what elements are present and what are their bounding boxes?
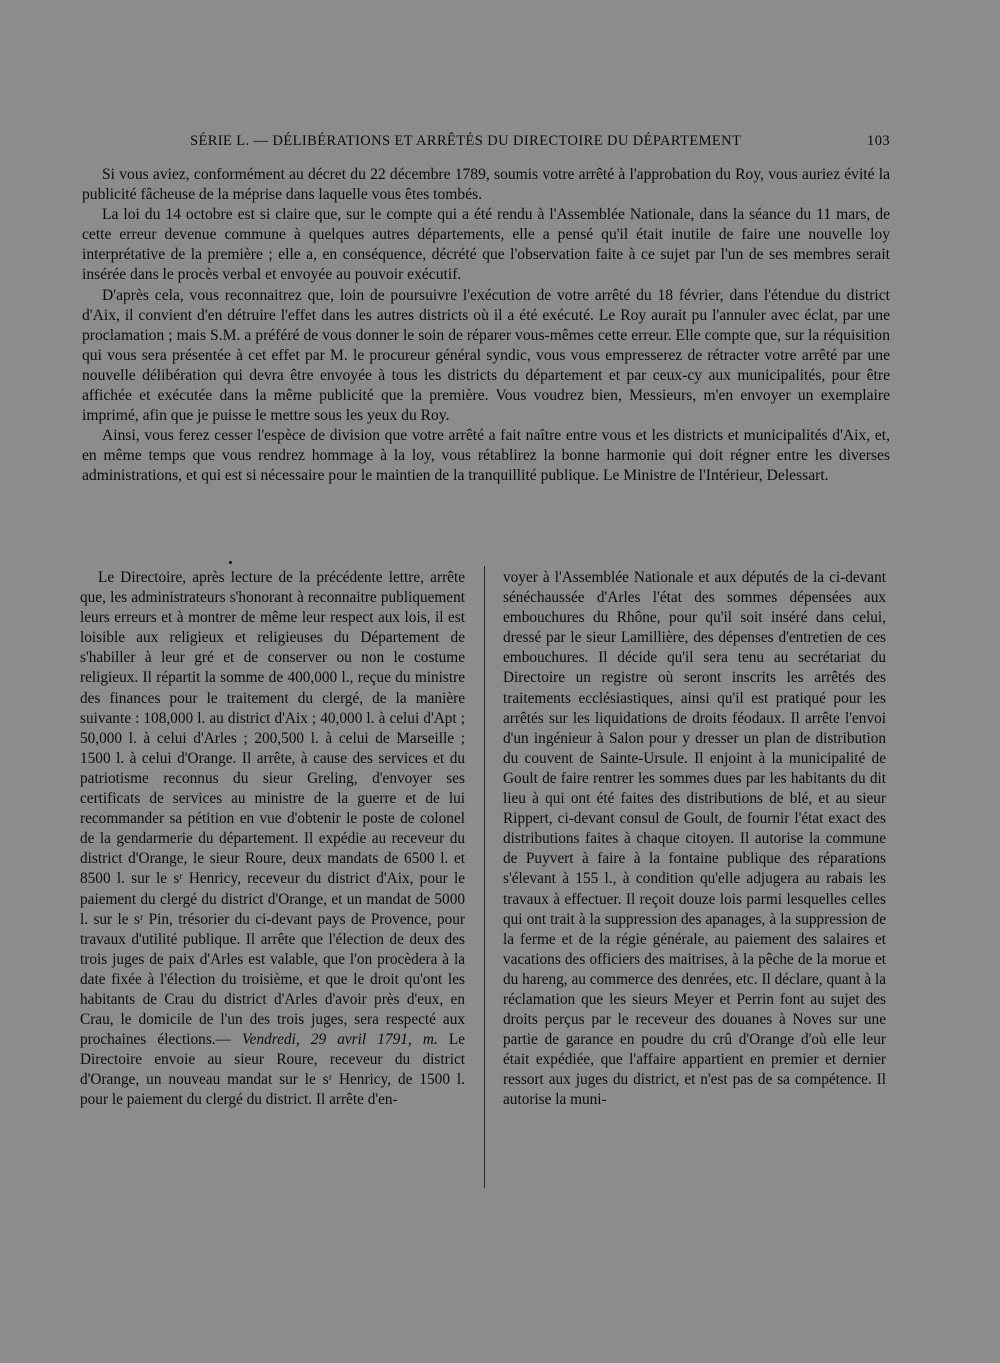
paragraph	[80, 568, 465, 1111]
left-column-text: Le Directoire, après lecture de la précédente lettre, arrête que, les administrateurs s'honorant à reconnaitre publiquement leurs erreurs et à montrer de même leur respect aux lois, il est loisible aux religieux et religieuses du Département de s'habiller à leur gré et de conserver ou non le costume religieux. Il répartit la somme de 400,000 l., reçue du ministre des finances pour le traitement du clergé, de la manière suivante : 108,000 l. au district d'Aix ; 40,000 l. à celui d'Apt ; 50,000 l. à celui d'Arles ; 200,500 l. à celui de Marseille ; 1500 l. à celui d'Orange. Il arrête, à cause des services et du patriotisme reconnus du sieur Greling, d'envoyer ses certificats de services au ministre de la guerre et de lui recommander sa pétition en vue d'obtenir le poste de colonel de la gendarmerie du département. Il expédie au receveur du district d'Orange, le sieur Roure, deux mandats de 6500 l. et 8500 l. sur le sʳ Henricy, receveur du district d'Aix, pour le paiement du clergé du district d'Orange, et un mandat de 5000 l. sur le sʳ Pin, trésorier du ci-devant pays de Provence, pour travaux d'utilité publique. Il arrête que l'élection de deux des trois juges de paix d'Arles est valable, que l'on procèdera à la date fixée à l'élection du troisième, et que le droit qu'ont les habitants de Crau du district d'Arles d'avoir près d'eux, en Crau, le domicile de l'un des trois juges, sera respecté aux prochaines élections.—	[80, 569, 465, 1049]
letter-text	[82, 165, 890, 487]
paragraph: Ainsi, vous ferez cesser l'espèce de division que votre arrêté a fait naître entre vous et les districts et municipalités d'Aix, et, en même temps que vous rendrez hommage à la loy, vous rétablirez la bonne harmonie qui doit régner entre les diverses administrations, et qui est si nécessaire pour le maintien de la tranquillité publique. Le Ministre de l'Intérieur, Delessart.	[82, 427, 890, 485]
right-column	[503, 568, 886, 1111]
left-column-continuation: Le Directoire envoie au sieur Roure, receveur du district d'Orange, un nouveau mandat sur le sʳ Henricy, de 1500 l. pour le paiement du clergé du district. Il arrête d'en-	[80, 1031, 465, 1109]
left-column	[80, 568, 465, 1111]
paragraph: voyer à l'Assemblée Nationale et aux députés de la ci-devant sénéchaussée d'Arles l'état des sommes dépensées aux embouchures du Rhône, pour qu'il soit inséré dans celui, dressé par le sieur Lamillière, des dépenses d'entretien de ces embouchures. Il décide qu'il sera tenu au secrétariat du Directoire un registre où seront inscrits les arrêtés des traitements ecclésiastiques, ainsi qu'il est pratiqué pour les arrêtés sur les liquidations de droits féodaux. Il arrête l'envoi d'un ingénieur à Salon pour y dresser un plan de distribution du couvent de Sainte-Ursule. Il enjoint à la municipalité de Goult de faire rentrer les sommes dues par les habitants du dit lieu à qui ont été faites des distributions de blé, et au sieur Rippert, ci-devant consul de Goult, de fournir l'état exact des distributions faites à chaque citoyen. Il autorise la commune de Puyvert à faire à la fontaine publique des réparations s'élevant à 155 l., à condition qu'elle adjugera au rabais les travaux à effectuer. Il reçoit douze lois parmi lesquelles celles qui ont trait à la suppression des apanages, à la suppression de la ferme et de la régie générale, au paiement des salaires et vacations des officiers des maitrises, à la pêche de la morue et du hareng, au commerce des denrées, etc. Il déclare, quant à la réclamation que les sieurs Meyer et Perrin font au sujet des droits perçus par le receveur des douanes à Noves sur une partie de garance en poudre du crû d'Orange d'où elle leur était expédiée, que l'affaire appartient en premier et dernier ressort aux juges du district, et n'est pas de sa compétence. Il autorise la muni-	[503, 569, 886, 1109]
page-number: 103	[867, 133, 890, 149]
printing-speck	[229, 561, 232, 564]
paragraph: D'après cela, vous reconnaitrez que, loin de poursuivre l'exécution de votre arrêté du 18 février, dans l'étendue du district d'Aix, il convient d'en détruire l'effet dans les autres districts où il a été exécuté. Le Roy aurait pu l'annuler avec éclat, par une proclamation ; mais S.M. a préféré de vous donner le soin de réparer vous-mêmes cette erreur. Elle compte que, sur la réquisition qui vous sera présentée à cet effet par M. le procureur général syndic, vous vous empresserez de rétracter votre arrêté par une nouvelle délibération qui devra être envoyée à tous les districts du département et par ceux-cy aux municipalités, pour être affichée et exécutée dans la même publicité que la première. Vous voudrez bien, Messieurs, m'en envoyer un exemplaire imprimé, afin que je puisse le mettre sous les yeux du Roy.	[82, 286, 890, 425]
paragraph: La loi du 14 octobre est si claire que, sur le compte qui a été rendu à l'Assemblée Nationale, dans la séance du 11 mars, de cette erreur devenue commune à quelques autres départements, elle a pensé qu'il était inutile de faire une nouvelle loy interprétative de la première ; elle a, en conséquence, décrété que l'observation faite à ce sujet par l'un de ses membres serait insérée dans le procès verbal et envoyée au pouvoir exécutif.	[82, 206, 890, 284]
header-title: SÉRIE L. — DÉLIBÉRATIONS ET ARRÊTÉS DU DIRECTOIRE DU DÉPARTEMENT	[190, 133, 742, 149]
paragraph: Si vous aviez, conformément au décret du 22 décembre 1789, soumis votre arrêté à l'approbation du Roy, vous auriez évité la publicité fâcheuse de la méprise dans laquelle vous êtes tombés.	[82, 166, 890, 204]
date-heading: Vendredi, 29 avril 1791, m.	[242, 1031, 438, 1049]
column-divider	[484, 566, 485, 1188]
